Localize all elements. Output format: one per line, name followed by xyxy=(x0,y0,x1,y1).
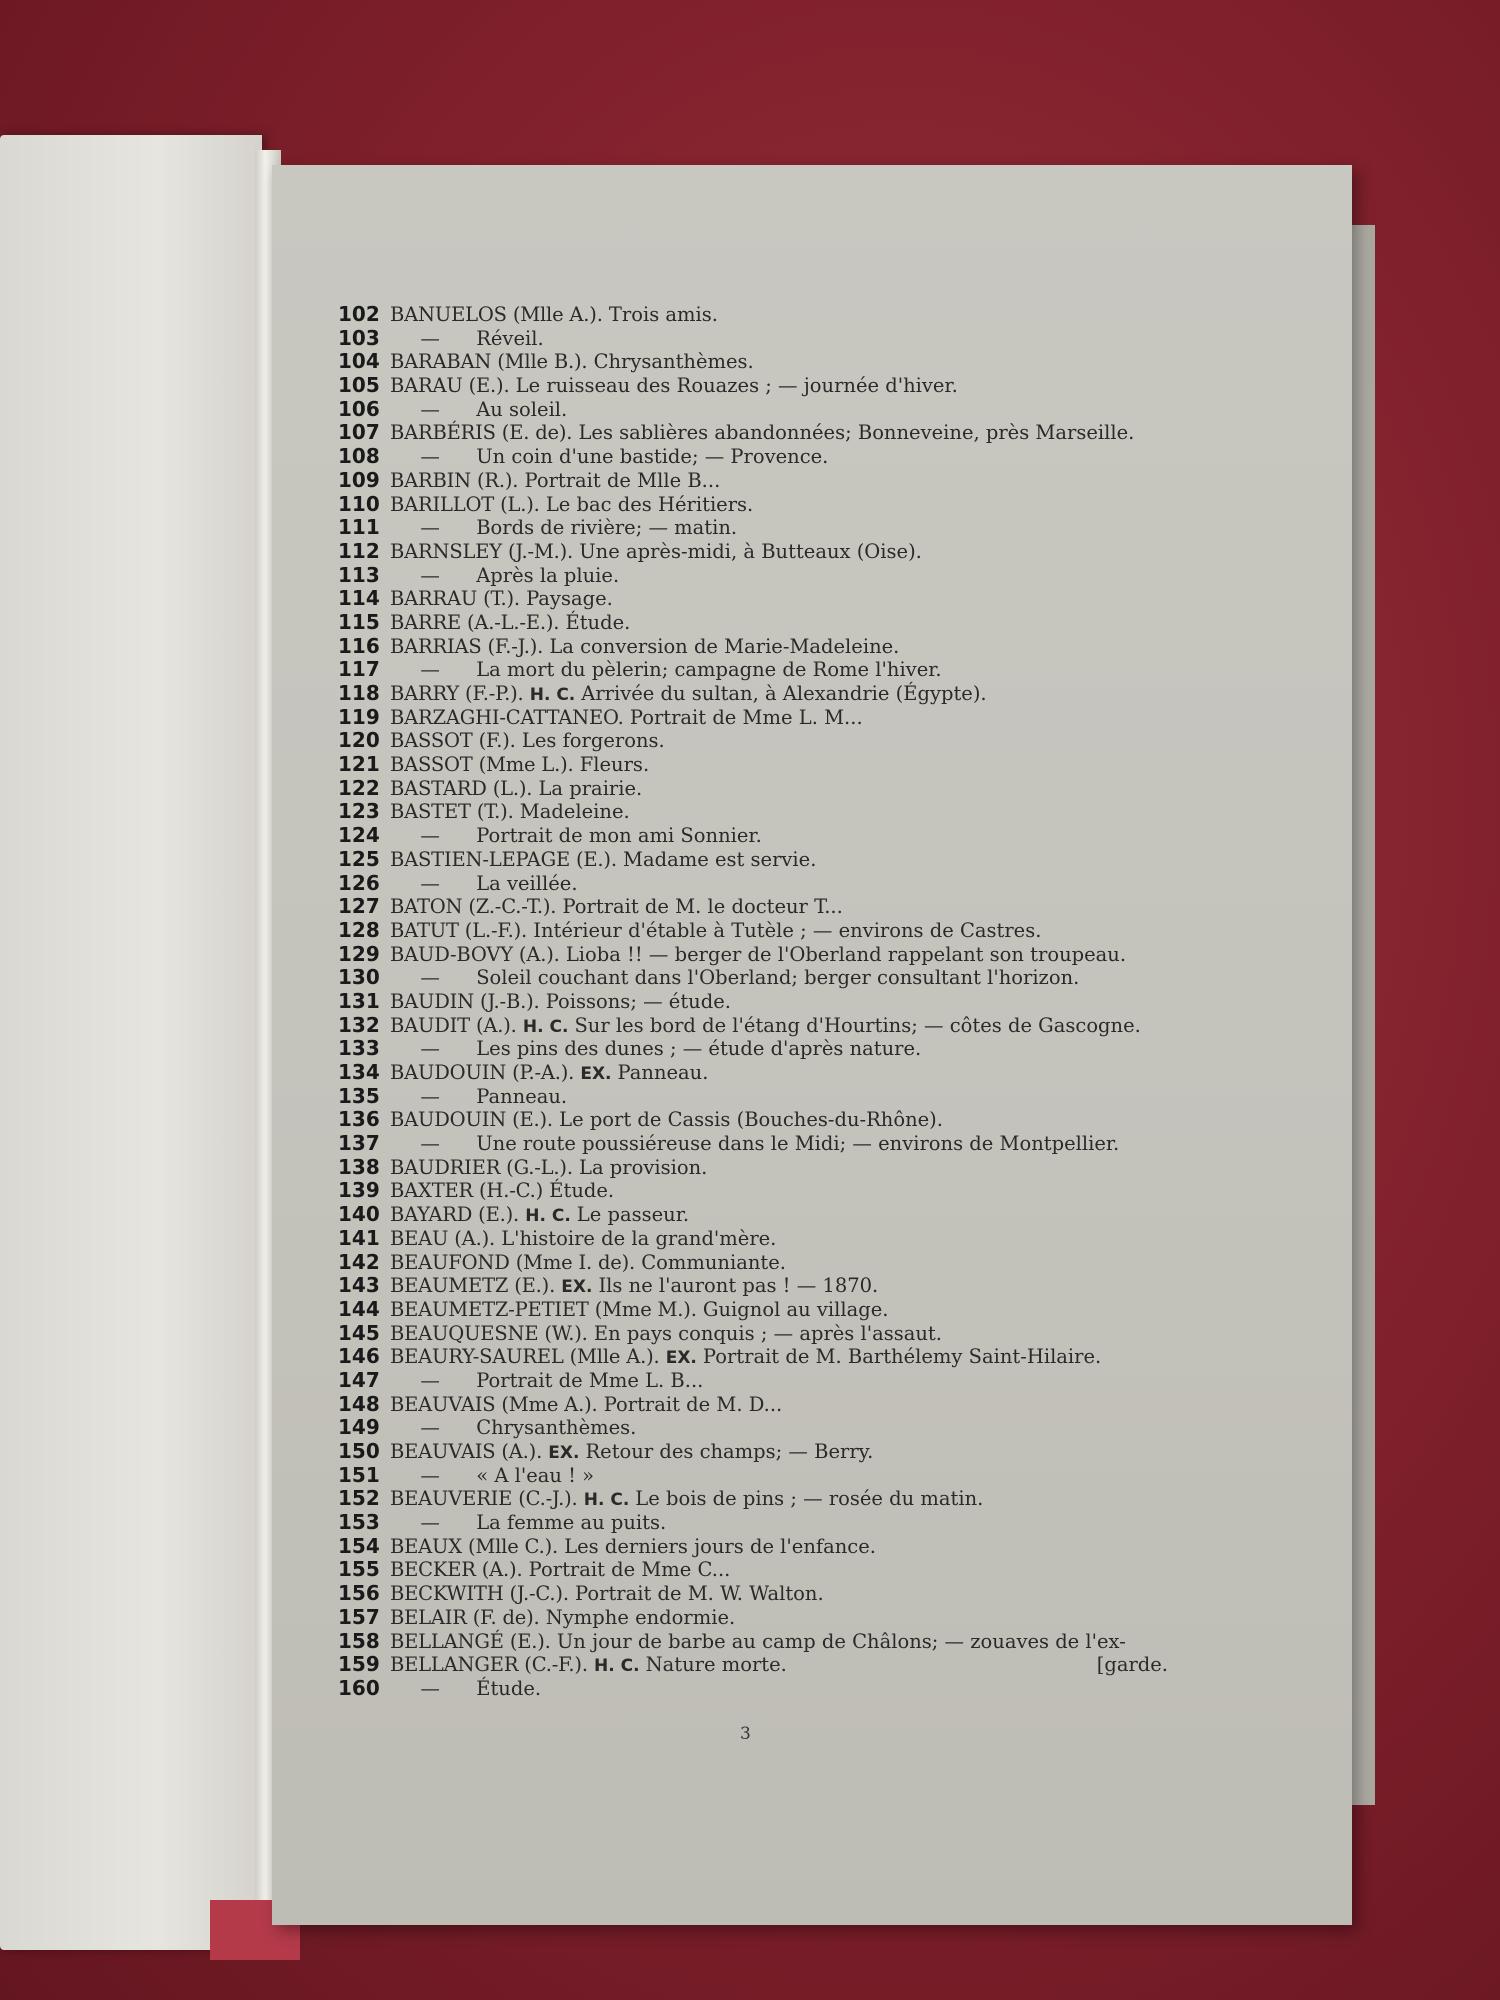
entry-number: 121 xyxy=(338,752,380,777)
catalogue-entry xyxy=(338,1440,1168,1464)
entry-artist: BAUDOUIN (P.-A.). xyxy=(390,1061,575,1084)
catalogue-entry xyxy=(338,1487,1168,1511)
entry-title: Intérieur d'étable à Tutèle ; — environs de Castres. xyxy=(533,918,1042,942)
entry-artist: — xyxy=(420,1676,440,1700)
entry-number: 106 xyxy=(338,396,380,421)
entry-number: 103 xyxy=(338,325,380,350)
entry-artist: — xyxy=(420,1463,440,1487)
entry-title: L'histoire de la grand'mère. xyxy=(501,1226,777,1250)
entry-artist: BAUDOUIN (E.). xyxy=(390,1108,553,1132)
entry-title: Madame est servie. xyxy=(623,847,817,871)
entry-artist: — xyxy=(420,326,440,350)
entry-tag: H. C. xyxy=(583,1490,630,1511)
catalogue-entry xyxy=(338,753,1168,777)
entry-title: Portrait de M. D... xyxy=(603,1392,783,1416)
entry-tag: H. C. xyxy=(522,1016,569,1037)
entry-artist: BEAUVERIE (C.-J.). xyxy=(390,1487,578,1511)
catalogue-entry xyxy=(338,1558,1168,1582)
entry-tag: H. C. xyxy=(594,1656,640,1677)
entry-number: 153 xyxy=(338,1510,380,1535)
entry-artist: BAXTER (H.-C.) xyxy=(390,1179,544,1203)
entry-number: 117 xyxy=(338,657,380,682)
entry-number: 124 xyxy=(338,823,380,848)
entry-number: 137 xyxy=(338,1131,380,1156)
entry-number: 160 xyxy=(338,1675,380,1700)
catalogue-entry xyxy=(338,1535,1168,1559)
catalogue-entry xyxy=(338,327,1168,351)
entry-artist: BEAU (A.). xyxy=(390,1226,495,1250)
catalogue-entry xyxy=(338,1345,1168,1369)
entry-artist: BATON (Z.-C.-T.). xyxy=(390,895,557,919)
catalogue-entry xyxy=(338,658,1168,682)
entry-number: 122 xyxy=(338,775,380,800)
entry-title: La prairie. xyxy=(538,776,643,800)
entry-number: 119 xyxy=(338,704,380,729)
catalogue-entry xyxy=(338,1511,1168,1535)
entry-number: 123 xyxy=(338,799,380,824)
entry-artist: — xyxy=(420,871,440,895)
catalogue-entry xyxy=(338,1393,1168,1417)
catalogue-entries xyxy=(338,303,1168,1701)
catalogue-entry xyxy=(338,635,1168,659)
entry-title: Poissons; — étude. xyxy=(545,989,731,1013)
entry-number: 156 xyxy=(338,1581,380,1606)
entry-artist: BASSOT (Mme L.). xyxy=(390,753,574,777)
entry-number: 136 xyxy=(338,1107,380,1132)
entry-artist: — xyxy=(420,445,440,469)
entry-title: Étude. xyxy=(549,1179,615,1203)
entry-artist: — xyxy=(420,1037,440,1061)
entry-artist: BARNSLEY (J.-M.). xyxy=(390,539,574,563)
entry-artist: BEAUMETZ (E.). xyxy=(390,1274,556,1298)
entry-number: 105 xyxy=(338,373,380,398)
entry-artist: BELLANGÉ (E.). xyxy=(390,1629,551,1653)
entry-title: Chrysanthèmes. xyxy=(476,1416,637,1440)
catalogue-entry xyxy=(338,1085,1168,1109)
entry-title: Retour des champs; — Berry. xyxy=(585,1440,874,1463)
entry-artist: BARZAGHI-CATTANEO. xyxy=(390,705,624,729)
catalogue-entry xyxy=(338,1108,1168,1132)
catalogue-entry xyxy=(338,540,1168,564)
entry-title: Un coin d'une bastide; — Provence. xyxy=(476,445,829,469)
entry-title: Chrysanthèmes. xyxy=(593,350,754,374)
entry-title: Nymphe endormie. xyxy=(545,1605,736,1629)
entry-artist: BARAU (E.). xyxy=(390,374,510,398)
entry-title: Panneau. xyxy=(617,1061,709,1084)
entry-title: Guignol au village. xyxy=(702,1297,889,1321)
entry-title: Réveil. xyxy=(476,326,544,350)
entry-artist: BAUD-BOVY (A.). xyxy=(390,942,560,966)
entry-title: En pays conquis ; — après l'assaut. xyxy=(593,1321,942,1345)
entry-tag: EX. xyxy=(548,1443,580,1463)
entry-artist: BASTARD (L.). xyxy=(390,776,533,800)
entry-title: Le bois de pins ; — rosée du matin. xyxy=(635,1487,984,1511)
entry-artist: BANUELOS (Mlle A.). xyxy=(390,303,603,326)
entry-number: 108 xyxy=(338,444,380,469)
entry-number: 129 xyxy=(338,941,380,966)
entry-number: 139 xyxy=(338,1178,380,1203)
catalogue-entry xyxy=(338,729,1168,753)
entry-title: Les forgerons. xyxy=(521,729,665,753)
entry-artist: BASSOT (F.). xyxy=(390,729,516,753)
entry-number: 140 xyxy=(338,1202,380,1227)
catalogue-entry xyxy=(338,990,1168,1014)
entry-number: 111 xyxy=(338,515,380,540)
entry-number: 109 xyxy=(338,467,380,492)
entry-artist: BEAUX (Mlle C.). xyxy=(390,1534,558,1558)
catalogue-entry xyxy=(338,1203,1168,1227)
entry-tag: H. C. xyxy=(525,1206,571,1227)
entry-title: La veillée. xyxy=(476,871,578,895)
entry-number: 126 xyxy=(338,870,380,895)
entry-title: « A l'eau ! » xyxy=(476,1463,595,1487)
catalogue-entry xyxy=(338,587,1168,611)
entry-number: 135 xyxy=(338,1083,380,1108)
catalogue-entry xyxy=(338,1464,1168,1488)
entry-artist: BECKWITH (J.-C.). xyxy=(390,1582,569,1606)
entry-artist: BARRE (A.-L.-E.). xyxy=(390,610,560,634)
catalogue-entry xyxy=(338,1251,1168,1275)
entry-artist: BEAURY-SAUREL (Mlle A.). xyxy=(390,1345,660,1369)
catalogue-entry xyxy=(338,421,1168,445)
entry-title: Madeleine. xyxy=(519,800,630,824)
entry-artist: — xyxy=(420,1132,440,1156)
entry-title: Paysage. xyxy=(526,587,613,611)
entry-title: Communiante. xyxy=(641,1250,786,1274)
entry-number: 125 xyxy=(338,846,380,871)
entry-title: Le bac des Héritiers. xyxy=(545,492,754,516)
entry-title: La conversion de Marie-Madeleine. xyxy=(549,634,900,658)
entry-artist: BAYARD (E.). xyxy=(390,1203,520,1227)
entry-number: 147 xyxy=(338,1367,380,1392)
entry-title: La femme au puits. xyxy=(476,1511,667,1535)
catalogue-entry xyxy=(338,1322,1168,1346)
catalogue-entry xyxy=(338,374,1168,398)
catalogue-entry xyxy=(338,1653,1168,1677)
entry-number: 143 xyxy=(338,1273,380,1298)
entry-title: Portrait de Mme C... xyxy=(528,1558,731,1582)
catalogue-entry xyxy=(338,564,1168,588)
catalogue-entry xyxy=(338,1179,1168,1203)
entry-title: Étude. xyxy=(565,610,631,634)
entry-number: 130 xyxy=(338,965,380,990)
catalogue-entry xyxy=(338,469,1168,493)
catalogue-entry xyxy=(338,516,1168,540)
catalogue-entry xyxy=(338,1227,1168,1251)
entry-number: 159 xyxy=(338,1652,380,1677)
entry-number: 133 xyxy=(338,1036,380,1061)
entry-number: 116 xyxy=(338,633,380,658)
entry-number: 151 xyxy=(338,1462,380,1487)
entry-artist: BARILLOT (L.). xyxy=(390,492,540,516)
entry-number: 142 xyxy=(338,1249,380,1274)
catalogue-entry xyxy=(338,943,1168,967)
entry-number: 118 xyxy=(338,681,380,705)
entry-artist: BARBÉRIS (E. de). xyxy=(390,421,573,445)
catalogue-entry xyxy=(338,1274,1168,1298)
entry-number: 115 xyxy=(338,609,380,634)
entry-title: Les derniers jours de l'enfance. xyxy=(564,1534,876,1558)
entry-title: Les pins des dunes ; — étude d'après nature. xyxy=(476,1037,922,1061)
entry-artist: — xyxy=(420,516,440,540)
entry-artist: BELAIR (F. de). xyxy=(390,1605,540,1629)
entry-title: Portrait de Mme L. B... xyxy=(476,1368,704,1392)
entry-number: 132 xyxy=(338,1012,380,1037)
entry-number: 157 xyxy=(338,1604,380,1629)
catalogue-entry xyxy=(338,303,1168,327)
entry-number: 127 xyxy=(338,894,380,919)
entry-tag: EX. xyxy=(561,1277,593,1298)
catalogue-entry xyxy=(338,1369,1168,1393)
entry-title: Panneau. xyxy=(476,1084,568,1108)
entry-number: 152 xyxy=(338,1486,380,1511)
entry-artist: BEAUQUESNE (W.). xyxy=(390,1321,588,1345)
catalogue-entry xyxy=(338,1630,1168,1654)
entry-title: Portrait de mon ami Sonnier. xyxy=(476,824,762,848)
entry-number: 144 xyxy=(338,1296,380,1321)
entry-title: Soleil couchant dans l'Oberland; berger consultant l'horizon. xyxy=(476,966,1080,990)
entry-title: Trois amis. xyxy=(608,303,718,326)
entry-artist: — xyxy=(420,658,440,682)
entry-artist: — xyxy=(420,966,440,990)
catalogue-entry xyxy=(338,1156,1168,1180)
entry-artist: BELLANGER (C.-F.). xyxy=(390,1653,588,1677)
entry-number: 113 xyxy=(338,562,380,587)
entry-number: 154 xyxy=(338,1533,380,1558)
entry-tag: EX. xyxy=(665,1348,697,1369)
entry-artist: BATUT (L.-F.). xyxy=(390,918,528,942)
entry-number: 112 xyxy=(338,538,380,563)
entry-artist: BEAUMETZ-PETIET (Mme M.). xyxy=(390,1297,697,1321)
catalogue-entry xyxy=(338,919,1168,943)
entry-number: 128 xyxy=(338,917,380,942)
entry-number: 102 xyxy=(338,302,380,326)
entry-number: 146 xyxy=(338,1344,380,1369)
entry-number: 131 xyxy=(338,988,380,1013)
entry-artist: — xyxy=(420,397,440,421)
entry-number: 158 xyxy=(338,1628,380,1653)
entry-continuation: [garde. xyxy=(1096,1653,1168,1677)
entry-tag: H. C. xyxy=(529,685,576,705)
entry-title: Ils ne l'auront pas ! — 1870. xyxy=(598,1274,879,1298)
entry-title: Étude. xyxy=(476,1676,542,1700)
entry-artist: BARABAN (Mlle B.). xyxy=(390,350,588,374)
catalogue-entry xyxy=(338,1037,1168,1061)
entry-title: Le ruisseau des Rouazes ; — journée d'hiver. xyxy=(515,374,958,398)
entry-title: Portrait de M. W. Walton. xyxy=(575,1582,824,1606)
entry-artist: BARRIAS (F.-J.). xyxy=(390,634,544,658)
catalogue-entry xyxy=(338,1416,1168,1440)
catalogue-entry xyxy=(338,493,1168,517)
entry-number: 134 xyxy=(338,1060,380,1084)
entry-artist: BARRY (F.-P.). xyxy=(390,682,524,705)
entry-artist: BAUDIN (J.-B.). xyxy=(390,989,540,1013)
catalogue-entry xyxy=(338,1298,1168,1322)
entry-title: La mort du pèlerin; campagne de Rome l'hiver. xyxy=(476,658,942,682)
entry-title: Un jour de barbe au camp de Châlons; — zouaves de l'ex- xyxy=(556,1629,1126,1653)
entry-title: Sur les bord de l'étang d'Hourtins; — côtes de Gascogne. xyxy=(574,1013,1141,1037)
entry-title: Au soleil. xyxy=(476,397,568,421)
catalogue-entry xyxy=(338,398,1168,422)
entry-number: 150 xyxy=(338,1439,380,1463)
entry-artist: — xyxy=(420,1416,440,1440)
entry-title: Après la pluie. xyxy=(476,563,620,587)
entry-title: Les sablières abandonnées; Bonneveine, près Marseille. xyxy=(578,421,1135,445)
catalogue-entry xyxy=(338,445,1168,469)
entry-title: Une route poussiéreuse dans le Midi; — environs de Montpellier. xyxy=(476,1132,1120,1156)
catalogue-entry xyxy=(338,1582,1168,1606)
left-page xyxy=(0,135,262,1950)
catalogue-entry xyxy=(338,966,1168,990)
entry-artist: BAUDRIER (G.-L.). xyxy=(390,1155,573,1179)
entry-title: Le port de Cassis (Bouches-du-Rhône). xyxy=(559,1108,943,1132)
entry-title: Portrait de M. Barthélemy Saint-Hilaire. xyxy=(702,1345,1102,1369)
page-number: 3 xyxy=(740,1724,751,1744)
entry-title: Arrivée du sultan, à Alexandrie (Égypte). xyxy=(581,682,987,705)
entry-number: 145 xyxy=(338,1320,380,1345)
entry-number: 149 xyxy=(338,1415,380,1440)
entry-artist: — xyxy=(420,824,440,848)
entry-title: La provision. xyxy=(579,1155,708,1179)
entry-artist: BEAUFOND (Mme I. de). xyxy=(390,1250,636,1274)
catalogue-entry xyxy=(338,1061,1168,1085)
entry-artist: — xyxy=(420,563,440,587)
entry-number: 148 xyxy=(338,1391,380,1416)
entry-artist: — xyxy=(420,1511,440,1535)
catalogue-entry xyxy=(338,1606,1168,1630)
entry-tag: EX. xyxy=(580,1064,612,1084)
catalogue-entry xyxy=(338,824,1168,848)
entry-artist: BAUDIT (A.). xyxy=(390,1013,517,1037)
catalogue-entry xyxy=(338,1677,1168,1701)
entry-number: 110 xyxy=(338,491,380,516)
catalogue-entry xyxy=(338,611,1168,635)
entry-artist: BEAUVAIS (A.). xyxy=(390,1440,543,1463)
entry-number: 114 xyxy=(338,586,380,611)
catalogue-entry xyxy=(338,350,1168,374)
catalogue-entry xyxy=(338,1132,1168,1156)
entry-title: Portrait de Mme L. M... xyxy=(629,705,863,729)
entry-title: Portrait de Mlle B... xyxy=(524,468,721,492)
catalogue-entry xyxy=(338,777,1168,801)
entry-artist: BARRAU (T.). xyxy=(390,587,520,611)
entry-artist: BASTIEN-LEPAGE (E.). xyxy=(390,847,617,871)
entry-title: Nature morte. xyxy=(645,1653,787,1677)
entry-artist: BEAUVAIS (Mme A.). xyxy=(390,1392,598,1416)
entry-title: Bords de rivière; — matin. xyxy=(476,516,738,540)
catalogue-entry xyxy=(338,706,1168,730)
entry-number: 155 xyxy=(338,1557,380,1582)
catalogue-entry xyxy=(338,895,1168,919)
entry-title: Portrait de M. le docteur T... xyxy=(562,895,843,919)
entry-artist: — xyxy=(420,1368,440,1392)
catalogue-entry xyxy=(338,800,1168,824)
entry-number: 141 xyxy=(338,1225,380,1250)
catalogue-entry xyxy=(338,872,1168,896)
entry-title: Fleurs. xyxy=(579,753,650,777)
entry-artist: BECKER (A.). xyxy=(390,1558,523,1582)
entry-number: 138 xyxy=(338,1154,380,1179)
catalogue-entry xyxy=(338,1014,1168,1038)
entry-title: Le passeur. xyxy=(576,1203,690,1227)
entry-number: 107 xyxy=(338,420,380,445)
entry-artist: — xyxy=(420,1084,440,1108)
catalogue-entry xyxy=(338,682,1168,706)
entry-title: Lioba !! — berger de l'Oberland rappelant son troupeau. xyxy=(565,942,1127,966)
catalogue-entry xyxy=(338,848,1168,872)
entry-number: 120 xyxy=(338,728,380,753)
entry-artist: BARBIN (R.). xyxy=(390,468,519,492)
entry-title: Une après-midi, à Butteaux (Oise). xyxy=(579,539,922,563)
entry-number: 104 xyxy=(338,349,380,374)
entry-artist: BASTET (T.). xyxy=(390,800,514,824)
